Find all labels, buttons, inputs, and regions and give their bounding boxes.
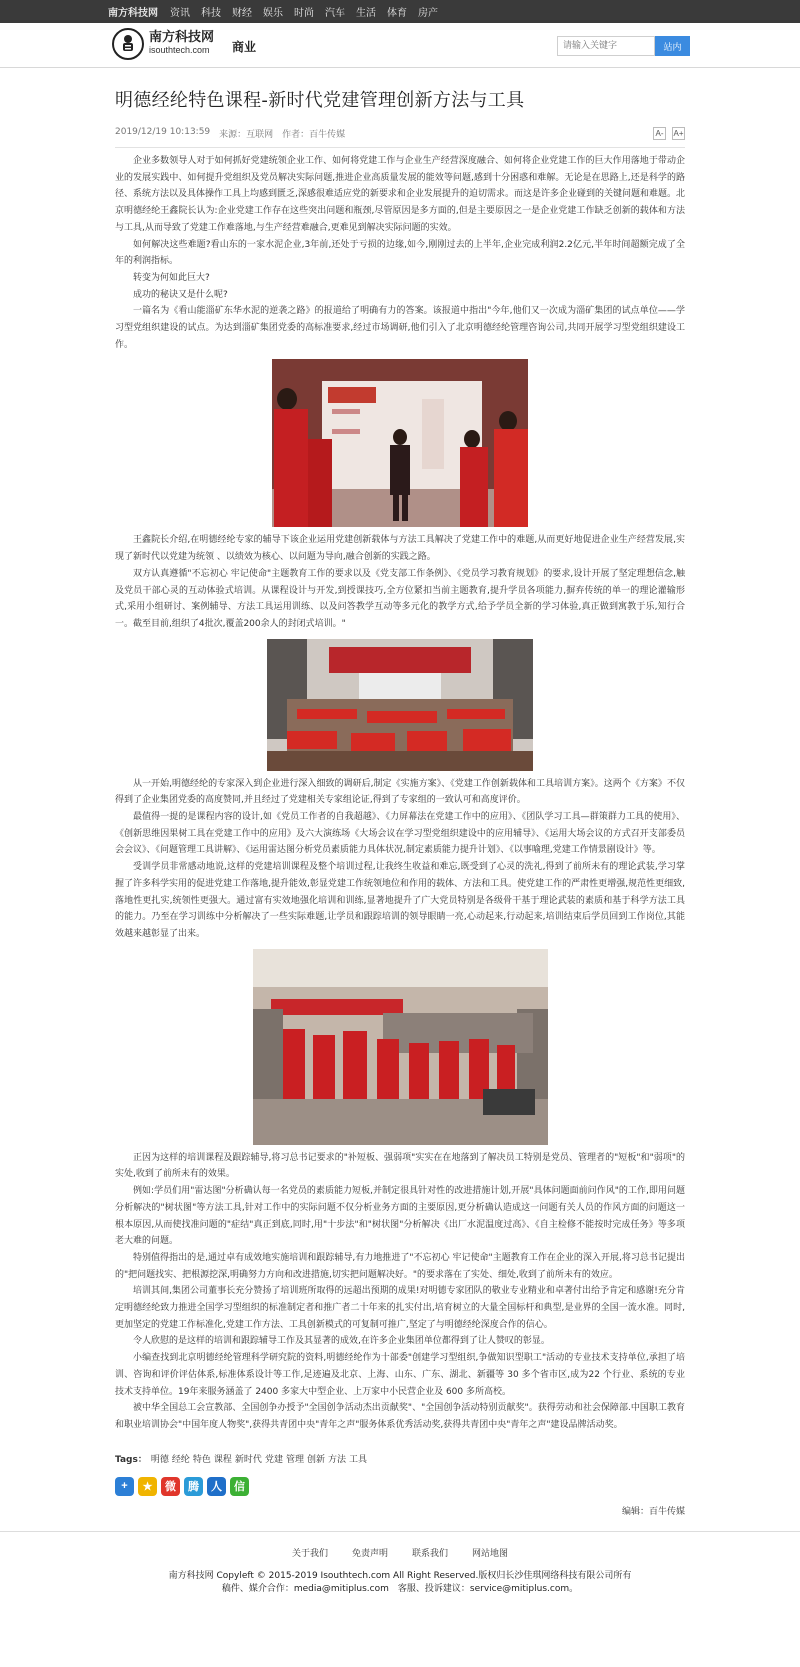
- renren-icon[interactable]: 人: [207, 1477, 226, 1496]
- footer-link[interactable]: 关于我们: [291, 1548, 328, 1559]
- font-increase-icon[interactable]: A+: [673, 128, 684, 138]
- article-paragraph: 王鑫院长介绍,在明德经纶专家的辅导下该企业运用党建创新载体与方法工具解决了党建工作中的难题,从而更好地促进企业生产经营发展,实现了新时代以党建为统领 、以绩效为核心、以问题为导向,融合创新的实践之路。: [115, 535, 685, 563]
- article: [115, 87, 685, 1517]
- logo-icon: [112, 28, 144, 60]
- font-decrease-icon[interactable]: A-: [653, 127, 666, 140]
- tag-link[interactable]: 新时代: [234, 1454, 262, 1465]
- top-nav-item[interactable]: 娱乐: [263, 8, 283, 19]
- article-body: [115, 153, 685, 1434]
- tencent-weibo-icon[interactable]: 腾: [184, 1477, 203, 1496]
- share-plus-icon[interactable]: +: [115, 1477, 134, 1496]
- top-nav-home-link[interactable]: 南方科技网: [108, 8, 158, 19]
- tags-label: Tags：: [115, 1454, 147, 1465]
- tag-link[interactable]: 经纶: [171, 1454, 190, 1465]
- qzone-icon[interactable]: ★: [138, 1477, 157, 1496]
- share-bar: [115, 1477, 685, 1496]
- tag-link[interactable]: 特色: [192, 1454, 211, 1465]
- article-paragraph: 转变为何如此巨大?: [133, 272, 210, 283]
- article-paragraph: 企业多数领导人对于如何抓好党建统领企业工作、如何将党建工作与企业生产经营深度融合、如何将企业党建工作的巨大作用落地于带动企业的发展实践中、如何提升党组织及党员解决实际问题,推进企业高质量发展的能效等问题,感到十分困惑和难解。无论是在思路上,还是科学的路径、系统方法以及具体操作工具上均感到匮乏,深感很难适应党的新要求和企业发展提升的迫切需求。而这是许多企业碰到的关键问题和难题。北京明德经纶王鑫院长认为:企业党建工作存在这些突出问题和瓶颈,尽管原因是多方面的,但是主要原因之一是企业党建工作缺乏创新的载体和方法与工具,从而导致了党建工作难落地,与生产经营难融合,更难见到解决实际问题的实效。: [115, 156, 685, 233]
- top-nav-item[interactable]: 科技: [201, 8, 221, 19]
- article-paragraph: 双方认真遵循"不忘初心 牢记使命"主题教育工作的要求以及《党支部工作条例》、《党员学习教育规划》的要求,设计开展了坚定理想信念,触及党员干部心灵的互动体验式培训。从课程设计与开发,到授课技巧,全方位紧扣当前主题教育,提升学员各项能力,摒弃传统的单一的理论灌输形式,采用小组研讨、案例辅导、方法工具运用训练、以及问答教学互动等多元化的教学方式,给予学员全新的学习体验,真正做到寓教于乐,知行合一。截至目前,组织了4批次,覆盖200余人的封闭式培训。": [115, 568, 685, 629]
- top-navigation-bar: [0, 0, 800, 23]
- channel-name: 商业: [232, 40, 257, 54]
- footer-link[interactable]: 网站地图: [472, 1548, 509, 1559]
- article-paragraph: 培训其间,集团公司董事长充分赞扬了培训班所取得的远超出预期的成果!对明德专家团队的敬业专业精业和卓著付出给予肯定和感谢!充分肯定明德经纶致力推进全国学习型组织的标准制定者和推广者二十年来的扎实付出,培育树立的大量全国标杆和典型,是业界的全国一流水准。同时,更加坚定的党建工作标准化,党建工作方法、工具创新模式的可复制可推广,坚定了与明德经纶深度合作的信心。: [115, 1286, 685, 1330]
- tag-link[interactable]: 创新: [306, 1454, 325, 1465]
- article-paragraph: 受训学员非常感动地说,这样的党建培训课程及整个培训过程,让我终生收益和难忘,既受到了心灵的洗礼,得到了前所未有的理论武装,学习掌握了许多科学实用的促进党建工作落地,提升能效,彰显党建工作统领地位和作用的载体、方法和工具。使党建工作的严肃性更增强,规范性更细致,落地性更扎实,统领性更强大。通过富有实效地强化培训和训练,显著地提升了广大党员特别是各级骨干基于理论武装的素质和基于科学方法工具的能力。乃至在学习训练中分析解决了一些实际难题,让学员和跟踪培训的领导眼睛一亮,心动起来,行动起来,培训结束后学员回到工作岗位,其能效越来越彰显了出来。: [115, 862, 685, 939]
- logo-domain: isouthtech.com: [149, 45, 210, 55]
- article-editor: 编辑：百牛传媒: [621, 1506, 685, 1517]
- article-paragraph: 令人欣慰的是这样的培训和跟踪辅导工作及其显著的成效,在许多企业集团单位都得到了让人赞叹的彰显。: [133, 1336, 550, 1347]
- search-button[interactable]: 站内: [655, 36, 690, 56]
- top-nav-item[interactable]: 体育: [387, 8, 407, 19]
- article-paragraph: 从一开始,明德经纶的专家深入到企业进行深入细致的调研后,制定《实施方案》、《党建工作创新载体和工具培训方案》。这两个《方案》不仅得到了企业集团党委的高度赞同,并且经过了党建相关专家组论证,得到了专家组的一致认可和高度评价。: [115, 778, 685, 806]
- title-divider: [115, 147, 685, 148]
- article-paragraph: 正因为这样的培训课程及跟踪辅导,将习总书记要求的"补短板、强弱项"实实在在地落到了解决员工特别是党员、管理者的"短板"和"弱项"的实处,收到了前所未有的效果。: [115, 1152, 685, 1180]
- top-nav-item[interactable]: 生活: [356, 8, 376, 19]
- search-input[interactable]: [557, 36, 655, 56]
- article-tags: [115, 1452, 685, 1465]
- article-paragraph: 被中华全国总工会宣教部、全国创争办授予"全国创争活动杰出贡献奖"、"全国创争活动特别贡献奖"。获得劳动和社会保障部.中国职工教育和职业培训协会"中国年度人物奖",获得共青团中央"青年之声"服务体系优秀活动奖,获得共青团中央"青年之声"建设品牌活动奖。: [115, 1403, 685, 1430]
- tag-link[interactable]: 管理: [285, 1454, 304, 1465]
- site-search: [557, 36, 690, 56]
- top-nav-item[interactable]: 财经: [232, 8, 252, 19]
- article-title: 明德经纶特色课程-新时代党建管理创新方法与工具: [115, 90, 525, 111]
- article-photo-classroom: [267, 639, 533, 771]
- article-photo-speaker: [272, 359, 528, 527]
- tag-link[interactable]: 方法: [327, 1454, 346, 1465]
- footer-link[interactable]: 联系我们: [412, 1548, 449, 1559]
- logo-title: 南方科技网: [149, 30, 215, 45]
- article-source: 来源：互联网: [219, 129, 274, 140]
- font-size-tools: [650, 127, 685, 140]
- site-header: [0, 23, 800, 68]
- article-paragraph: 特别值得指出的是,通过卓有成效地实施培训和跟踪辅导,有力地推进了"不忘初心 牢记使命"主题教育工作在企业的深入开展,将习总书记提出的"把问题找实、把根源挖深,明确努力方向和改进措施,切实把问题解决好。"的要求落在了实处、细处,收到了前所未有的效应。: [115, 1252, 685, 1280]
- article-paragraph: 小编查找到北京明德经纶管理科学研究院的资料,明德经纶作为十部委"创建学习型组织,争做知识型职工"活动的专业技术支持单位,承担了培训、咨询和评价评估体系,标准体系设计等工作,足迹遍及北京、上海、山东、广东、湖北、新疆等 30 多个省市区,成为22 个行业、系统的专业技术支持单位。19年来服务涵盖了 2400 多家大中型企业、上万家中小民营企业及 600 多所高校。: [115, 1353, 685, 1397]
- top-nav-item[interactable]: 资讯: [170, 8, 190, 19]
- article-paragraph: 成功的秘诀又是什么呢?: [133, 289, 228, 300]
- top-nav-item[interactable]: 时尚: [294, 8, 314, 19]
- article-photo-oath: [253, 949, 548, 1145]
- tag-link[interactable]: 明德: [150, 1454, 169, 1465]
- article-meta-row: [115, 124, 685, 142]
- article-paragraph: 一篇名为《看山能淄矿东华水泥的逆袭之路》的报道给了明确有力的答案。该报道中指出"今年,他们又一次成为淄矿集团的试点单位——学习型党组织建设的试点。为达到淄矿集团党委的高标准要求,经过市场调研,他们引入了北京明德经纶管理咨询公司,共同开展学习型党组织建设工作。: [115, 306, 685, 350]
- footer-link[interactable]: 免责声明: [351, 1548, 388, 1559]
- tag-link[interactable]: 党建: [264, 1454, 283, 1465]
- article-author: 作者：百牛传媒: [282, 129, 346, 140]
- top-nav-item[interactable]: 房产: [418, 8, 438, 19]
- article-meta: [115, 127, 354, 140]
- site-logo[interactable]: [112, 28, 214, 60]
- article-paragraph: 最值得一提的是课程内容的设计,如《党员工作者的自我超越》、《力屏幕法在党建工作中的应用》、《团队学习工具—群策群力工具的使用》、《创新思维因果树工具在党建工作中的应用》及六大演练场《大场会议在学习型党组织建设中的应用辅导》、《运用大场会议的方式召开支部委员会会议》、《问题管理工具讲解》、《运用雷达图分析党员素质能力具体状况,制定素质能力提升计划》、《以事喻理,党建工作情景剧设计》等。: [115, 812, 685, 856]
- site-footer: [0, 1531, 800, 1596]
- article-paragraph: 如何解决这些难题?看山东的一家水泥企业,3年前,还处于亏损的边缘,如今,刚刚过去的上半年,企业完成利润2.2亿元,半年时间超额完成了全年的利润指标。: [115, 239, 686, 267]
- article-paragraph: 例如:学员们用"雷达图"分析确认每一名党员的素质能力短板,并制定很具针对性的改进措施计划,开展"具体问题面前问作风"的工作,即用问题分析解决的"树状图"等方法工具,针对工作中的实际问题不仅分析业务方面的主要原因,更分析确认造成这一问题有关人员的作风方面的问题这一根本原因,从而使找准问题的"症结"真正到底,同时,用"十步法"和"树状图"分析解决《出厂水泥温度过高》、《自主检修不能按时完成任务》等多项老大难的问题。: [115, 1186, 685, 1247]
- footer-contact: 稿件、媒介合作：media@mitiplus.com 客服、投诉建议：service@mitiplus.com。: [221, 1583, 579, 1594]
- wechat-icon[interactable]: 信: [230, 1477, 249, 1496]
- footer-copyright: 南方科技网 Copyleft © 2015-2019 Isouthtech.com All Right Reserved.版权归长沙佳琪网络科技有限公司所有: [168, 1570, 632, 1581]
- weibo-icon[interactable]: 微: [161, 1477, 180, 1496]
- article-date: 2019/12/19 10:13:59: [115, 126, 211, 137]
- top-nav-item[interactable]: 汽车: [325, 8, 345, 19]
- tag-link[interactable]: 课程: [213, 1454, 232, 1465]
- tag-link[interactable]: 工具: [349, 1454, 368, 1465]
